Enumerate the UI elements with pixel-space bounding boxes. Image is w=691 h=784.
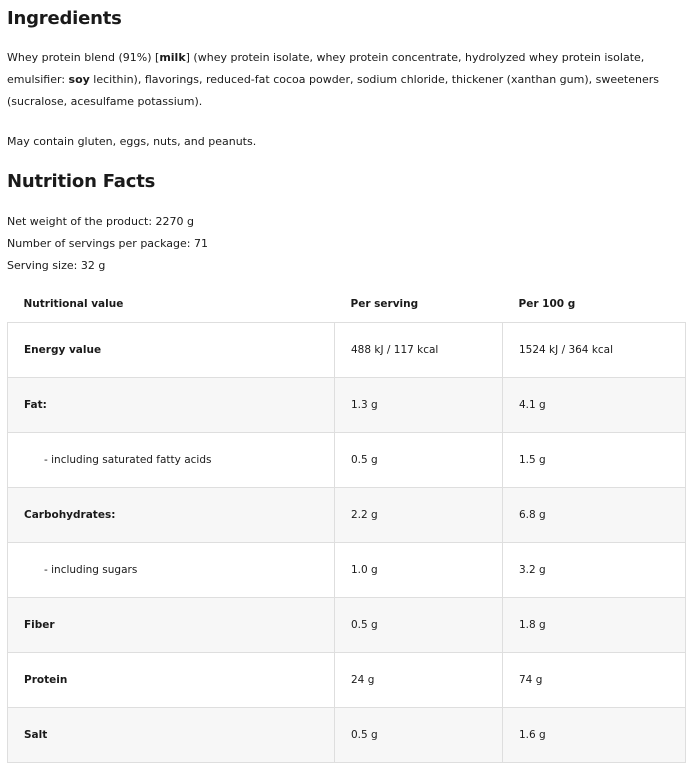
nutrition-table: [7, 285, 686, 763]
nutrient-name: Fiber: [8, 598, 335, 653]
table-row: [8, 378, 686, 433]
value-per-serving: 488 kJ / 117 kcal: [335, 323, 503, 378]
table-row: [8, 488, 686, 543]
nutrient-name: Carbohydrates:: [8, 488, 335, 543]
value-per-100g: 6.8 g: [503, 488, 686, 543]
ingredients-text: [7, 47, 679, 113]
value-per-100g: 4.1 g: [503, 378, 686, 433]
serving-size: Serving size: 32 g: [7, 259, 106, 272]
table-row: [8, 708, 686, 763]
value-per-serving: 0.5 g: [335, 433, 503, 488]
column-header-per-100g: Per 100 g: [503, 285, 686, 323]
table-row: [8, 598, 686, 653]
column-header-per-serving: Per serving: [335, 285, 503, 323]
nutrient-name: Protein: [8, 653, 335, 708]
nutrient-name: Energy value: [8, 323, 335, 378]
nutrition-table-header: [8, 285, 686, 323]
table-row: [8, 433, 686, 488]
ingredients-text-part: lecithin), flavorings, reduced-fat cocoa powder, sodium chloride, thickener (xanthan gum), sweeteners (sucralose, acesulfame potassium).: [7, 73, 659, 108]
table-row: [8, 653, 686, 708]
value-per-serving: 1.0 g: [335, 543, 503, 598]
nutrition-heading: Nutrition Facts: [7, 171, 156, 192]
ingredients-text-part: Whey protein blend (91%) [: [7, 51, 160, 64]
nutrient-name: - including sugars: [8, 543, 335, 598]
column-header-nutritional-value: Nutritional value: [8, 285, 335, 323]
nutrient-name: Salt: [8, 708, 335, 763]
ingredients-heading: Ingredients: [7, 8, 122, 29]
nutrient-name: Fat:: [8, 378, 335, 433]
value-per-serving: 24 g: [335, 653, 503, 708]
value-per-100g: 1.8 g: [503, 598, 686, 653]
value-per-100g: 1524 kJ / 364 kcal: [503, 323, 686, 378]
value-per-serving: 1.3 g: [335, 378, 503, 433]
value-per-100g: 74 g: [503, 653, 686, 708]
value-per-serving: 0.5 g: [335, 708, 503, 763]
value-per-100g: 3.2 g: [503, 543, 686, 598]
table-row: [8, 543, 686, 598]
allergen-soy: soy: [68, 73, 90, 86]
table-row: [8, 323, 686, 378]
net-weight: Net weight of the product: 2270 g: [7, 215, 195, 228]
value-per-serving: 2.2 g: [335, 488, 503, 543]
value-per-serving: 0.5 g: [335, 598, 503, 653]
nutrient-name: - including saturated fatty acids: [8, 433, 335, 488]
allergen-milk: milk: [159, 51, 186, 64]
servings-per-package: Number of servings per package: 71: [7, 237, 208, 250]
value-per-100g: 1.5 g: [503, 433, 686, 488]
allergen-note: May contain gluten, eggs, nuts, and peanuts.: [7, 135, 257, 148]
ingredients-text-part: ] (whey protein isolate, whey protein concentrate, hydrolyzed whey protein isolate, emulsifier:: [7, 51, 645, 86]
value-per-100g: 1.6 g: [503, 708, 686, 763]
